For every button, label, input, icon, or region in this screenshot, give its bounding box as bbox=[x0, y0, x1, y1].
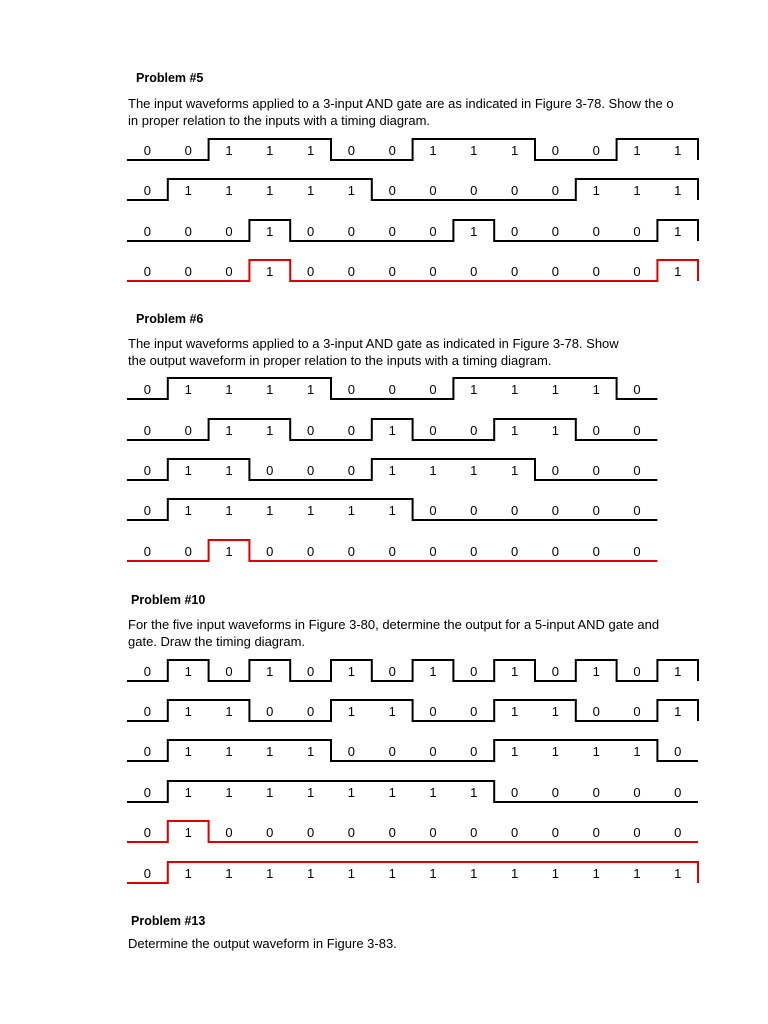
bit-value: 1 bbox=[184, 825, 192, 840]
bit-value: 0 bbox=[225, 664, 233, 679]
bit-value: 1 bbox=[592, 382, 600, 397]
bit-value: 0 bbox=[633, 382, 641, 397]
bit-value: 1 bbox=[184, 704, 192, 719]
input-waveform bbox=[127, 179, 698, 200]
bit-value: 1 bbox=[266, 224, 274, 239]
bit-value: 0 bbox=[633, 503, 641, 518]
bit-value: 1 bbox=[674, 264, 682, 279]
bit-value: 1 bbox=[184, 183, 192, 198]
bit-value: 0 bbox=[592, 503, 600, 518]
bit-value: 1 bbox=[225, 544, 233, 559]
bit-value: 1 bbox=[633, 744, 641, 759]
bit-value: 0 bbox=[470, 423, 478, 438]
bit-value: 0 bbox=[510, 785, 519, 800]
bit-value: 0 bbox=[429, 224, 437, 239]
bit-value: 1 bbox=[510, 866, 519, 881]
bit-value: 0 bbox=[551, 224, 559, 239]
bit-value: 1 bbox=[592, 866, 600, 881]
bit-value: 1 bbox=[225, 463, 233, 478]
bit-value: 0 bbox=[551, 143, 559, 158]
bit-value: 0 bbox=[470, 183, 478, 198]
bit-value: 1 bbox=[225, 423, 233, 438]
input-waveform bbox=[127, 781, 698, 802]
bit-value: 1 bbox=[470, 143, 478, 158]
bit-value: 0 bbox=[592, 825, 600, 840]
bit-value: 1 bbox=[429, 664, 437, 679]
bit-value: 1 bbox=[470, 463, 478, 478]
bit-value: 0 bbox=[388, 544, 396, 559]
bit-value: 1 bbox=[388, 785, 396, 800]
bit-value: 0 bbox=[225, 825, 233, 840]
problem-description bbox=[128, 616, 698, 650]
description-line: The input waveforms applied to a 3-input AND gate are as indicated in Figure 3-78. Show the o bbox=[128, 96, 674, 111]
bit-value: 0 bbox=[225, 264, 233, 279]
bit-value: 0 bbox=[143, 463, 151, 478]
bit-value: 1 bbox=[184, 463, 192, 478]
bit-value: 1 bbox=[470, 224, 478, 239]
bit-value: 0 bbox=[143, 744, 151, 759]
bit-value: 0 bbox=[347, 224, 355, 239]
bit-value: 1 bbox=[266, 866, 274, 881]
bit-value: 0 bbox=[674, 785, 682, 800]
bit-value: 1 bbox=[306, 785, 315, 800]
bit-value: 1 bbox=[225, 143, 233, 158]
bit-value: 1 bbox=[592, 664, 600, 679]
bit-value: 0 bbox=[143, 704, 151, 719]
bit-value: 0 bbox=[674, 825, 682, 840]
bit-value: 1 bbox=[674, 866, 682, 881]
problem-title: Problem #6 bbox=[136, 312, 204, 326]
description-line: For the five input waveforms in Figure 3-80, determine the output for a 5-input AND gate and bbox=[128, 617, 660, 632]
bit-value: 0 bbox=[674, 744, 682, 759]
bit-value: 0 bbox=[306, 544, 315, 559]
bit-value: 1 bbox=[306, 503, 315, 518]
bit-value: 1 bbox=[429, 866, 437, 881]
bit-value: 0 bbox=[266, 704, 274, 719]
bit-value: 0 bbox=[551, 544, 559, 559]
bit-value: 0 bbox=[510, 825, 519, 840]
problem-title: Problem #10 bbox=[131, 593, 206, 607]
bit-value: 1 bbox=[429, 785, 437, 800]
bit-value: 1 bbox=[551, 423, 559, 438]
bit-value: 0 bbox=[429, 503, 437, 518]
bit-value: 0 bbox=[429, 423, 437, 438]
bit-value: 0 bbox=[347, 744, 355, 759]
bit-value: 0 bbox=[429, 825, 437, 840]
bit-value: 1 bbox=[347, 866, 355, 881]
bit-value: 1 bbox=[510, 664, 519, 679]
bit-value: 1 bbox=[592, 183, 600, 198]
bit-value: 0 bbox=[633, 704, 641, 719]
bit-value: 1 bbox=[347, 664, 355, 679]
description-line: gate. Draw the timing diagram. bbox=[128, 634, 306, 649]
bit-value: 0 bbox=[143, 423, 151, 438]
problem-description bbox=[128, 335, 698, 369]
bit-value: 1 bbox=[388, 503, 396, 518]
bit-value: 1 bbox=[674, 664, 682, 679]
problem-title: Problem #5 bbox=[136, 71, 204, 85]
bit-value: 1 bbox=[306, 744, 315, 759]
bit-value: 0 bbox=[592, 423, 600, 438]
bit-value: 1 bbox=[266, 785, 274, 800]
bit-value: 1 bbox=[633, 183, 641, 198]
bit-value: 0 bbox=[184, 224, 192, 239]
bit-value: 0 bbox=[225, 224, 233, 239]
bit-value: 0 bbox=[470, 664, 478, 679]
bit-value: 1 bbox=[266, 664, 274, 679]
bit-value: 0 bbox=[347, 382, 355, 397]
bit-value: 1 bbox=[510, 382, 519, 397]
bit-value: 0 bbox=[551, 264, 559, 279]
bit-value: 1 bbox=[184, 664, 192, 679]
bit-value: 1 bbox=[306, 382, 315, 397]
input-waveform bbox=[127, 700, 698, 721]
bit-value: 0 bbox=[388, 143, 396, 158]
bit-value: 0 bbox=[510, 224, 519, 239]
bit-value: 1 bbox=[306, 866, 315, 881]
bit-value: 1 bbox=[306, 183, 315, 198]
bit-value: 0 bbox=[592, 544, 600, 559]
bit-value: 1 bbox=[551, 866, 559, 881]
input-waveform bbox=[127, 139, 698, 160]
bit-value: 0 bbox=[143, 382, 151, 397]
bit-value: 1 bbox=[510, 463, 519, 478]
bit-value: 0 bbox=[347, 544, 355, 559]
bit-value: 0 bbox=[510, 183, 519, 198]
bit-value: 1 bbox=[470, 866, 478, 881]
bit-value: 0 bbox=[143, 664, 151, 679]
bit-value: 0 bbox=[429, 183, 437, 198]
bit-value: 0 bbox=[184, 264, 192, 279]
bit-value: 1 bbox=[347, 704, 355, 719]
bit-value: 1 bbox=[551, 382, 559, 397]
bit-value: 1 bbox=[510, 744, 519, 759]
output-waveform bbox=[127, 862, 698, 883]
bit-value: 0 bbox=[633, 544, 641, 559]
bit-value: 0 bbox=[551, 463, 559, 478]
bit-value: 1 bbox=[347, 785, 355, 800]
bit-value: 1 bbox=[266, 744, 274, 759]
bit-value: 1 bbox=[225, 785, 233, 800]
bit-value: 1 bbox=[551, 704, 559, 719]
bit-value: 1 bbox=[674, 704, 682, 719]
bit-value: 0 bbox=[306, 825, 315, 840]
bit-value: 1 bbox=[225, 866, 233, 881]
bit-value: 1 bbox=[388, 866, 396, 881]
bit-value: 1 bbox=[388, 463, 396, 478]
bit-value: 0 bbox=[184, 423, 192, 438]
bit-value: 0 bbox=[470, 744, 478, 759]
bit-value: 0 bbox=[388, 224, 396, 239]
bit-value: 0 bbox=[306, 664, 315, 679]
bit-value: 0 bbox=[470, 544, 478, 559]
bit-value: 1 bbox=[266, 382, 274, 397]
bit-value: 1 bbox=[266, 503, 274, 518]
bit-value: 1 bbox=[510, 143, 519, 158]
problem-description bbox=[128, 95, 698, 129]
bit-value: 0 bbox=[143, 825, 151, 840]
bit-value: 0 bbox=[143, 264, 151, 279]
bit-value: 0 bbox=[388, 183, 396, 198]
bit-value: 0 bbox=[551, 664, 559, 679]
bit-value: 0 bbox=[633, 664, 641, 679]
bit-value: 0 bbox=[510, 264, 519, 279]
bit-value: 0 bbox=[143, 224, 151, 239]
input-waveform bbox=[127, 740, 698, 761]
bit-value: 1 bbox=[551, 744, 559, 759]
bit-value: 1 bbox=[633, 143, 641, 158]
bit-value: 0 bbox=[551, 183, 559, 198]
bit-value: 0 bbox=[266, 825, 274, 840]
bit-value: 0 bbox=[633, 785, 641, 800]
bit-value: 1 bbox=[674, 224, 682, 239]
bit-value: 0 bbox=[429, 544, 437, 559]
bit-value: 1 bbox=[266, 423, 274, 438]
bit-value: 0 bbox=[347, 143, 355, 158]
bit-value: 0 bbox=[388, 825, 396, 840]
bit-value: 0 bbox=[347, 825, 355, 840]
description-line: The input waveforms applied to a 3-input AND gate as indicated in Figure 3-78. Show bbox=[128, 336, 619, 351]
problem-description bbox=[128, 935, 698, 952]
bit-value: 1 bbox=[184, 785, 192, 800]
bit-value: 1 bbox=[266, 264, 274, 279]
bit-value: 0 bbox=[592, 785, 600, 800]
bit-value: 0 bbox=[347, 423, 355, 438]
bit-value: 0 bbox=[551, 825, 559, 840]
bit-value: 0 bbox=[388, 382, 396, 397]
bit-value: 1 bbox=[633, 866, 641, 881]
description-line: in proper relation to the inputs with a timing diagram. bbox=[128, 113, 431, 128]
bit-value: 1 bbox=[225, 183, 233, 198]
bit-value: 0 bbox=[633, 224, 641, 239]
bit-value: 1 bbox=[184, 503, 192, 518]
bit-value: 1 bbox=[266, 183, 274, 198]
bit-value: 1 bbox=[470, 785, 478, 800]
problem-title: Problem #13 bbox=[131, 914, 206, 928]
bit-value: 0 bbox=[184, 544, 192, 559]
bit-value: 0 bbox=[470, 825, 478, 840]
bit-value: 0 bbox=[633, 463, 641, 478]
bit-value: 0 bbox=[592, 463, 600, 478]
bit-value: 1 bbox=[184, 866, 192, 881]
bit-value: 0 bbox=[470, 264, 478, 279]
bit-value: 0 bbox=[592, 143, 600, 158]
bit-value: 0 bbox=[429, 264, 437, 279]
bit-value: 0 bbox=[429, 382, 437, 397]
bit-value: 1 bbox=[388, 423, 396, 438]
bit-value: 0 bbox=[510, 503, 519, 518]
bit-value: 0 bbox=[592, 224, 600, 239]
input-waveform bbox=[127, 220, 698, 241]
bit-value: 1 bbox=[429, 463, 437, 478]
bit-value: 1 bbox=[184, 744, 192, 759]
bit-value: 1 bbox=[674, 183, 682, 198]
bit-value: 1 bbox=[347, 503, 355, 518]
bit-value: 0 bbox=[551, 503, 559, 518]
bit-value: 1 bbox=[347, 183, 355, 198]
bit-value: 1 bbox=[225, 503, 233, 518]
description-line: the output waveform in proper relation to the inputs with a timing diagram. bbox=[128, 353, 552, 368]
bit-value: 0 bbox=[388, 264, 396, 279]
bit-value: 1 bbox=[225, 704, 233, 719]
bit-value: 1 bbox=[225, 744, 233, 759]
bit-value: 0 bbox=[388, 744, 396, 759]
bit-value: 0 bbox=[592, 704, 600, 719]
bit-value: 1 bbox=[510, 423, 519, 438]
bit-value: 0 bbox=[306, 423, 315, 438]
bit-value: 0 bbox=[633, 825, 641, 840]
description-line: Determine the output waveform in Figure 3-83. bbox=[128, 936, 397, 951]
output-waveform bbox=[127, 260, 698, 281]
bit-value: 1 bbox=[470, 382, 478, 397]
bit-value: 0 bbox=[306, 704, 315, 719]
bit-value: 0 bbox=[429, 744, 437, 759]
input-waveform bbox=[127, 660, 698, 681]
bit-value: 0 bbox=[143, 785, 151, 800]
bit-value: 0 bbox=[306, 264, 315, 279]
bit-value: 0 bbox=[510, 544, 519, 559]
bit-value: 1 bbox=[592, 744, 600, 759]
bit-value: 0 bbox=[592, 264, 600, 279]
bit-value: 1 bbox=[184, 382, 192, 397]
bit-value: 1 bbox=[674, 143, 682, 158]
output-waveform bbox=[127, 821, 698, 842]
bit-value: 1 bbox=[510, 704, 519, 719]
bit-value: 1 bbox=[306, 143, 315, 158]
bit-value: 0 bbox=[143, 866, 151, 881]
bit-value: 0 bbox=[470, 503, 478, 518]
bit-value: 1 bbox=[429, 143, 437, 158]
bit-value: 0 bbox=[143, 503, 151, 518]
bit-value: 0 bbox=[633, 423, 641, 438]
bit-value: 0 bbox=[266, 544, 274, 559]
bit-value: 1 bbox=[225, 382, 233, 397]
bit-value: 1 bbox=[266, 143, 274, 158]
bit-value: 0 bbox=[143, 183, 151, 198]
bit-value: 0 bbox=[266, 463, 274, 478]
bit-value: 0 bbox=[470, 704, 478, 719]
bit-value: 0 bbox=[143, 544, 151, 559]
bit-value: 0 bbox=[347, 264, 355, 279]
bit-value: 0 bbox=[143, 143, 151, 158]
bit-value: 0 bbox=[184, 143, 192, 158]
bit-value: 0 bbox=[347, 463, 355, 478]
bit-value: 0 bbox=[633, 264, 641, 279]
bit-value: 0 bbox=[306, 224, 315, 239]
bit-value: 1 bbox=[388, 704, 396, 719]
bit-value: 0 bbox=[388, 664, 396, 679]
bit-value: 0 bbox=[551, 785, 559, 800]
bit-value: 0 bbox=[306, 463, 315, 478]
bit-value: 0 bbox=[429, 704, 437, 719]
